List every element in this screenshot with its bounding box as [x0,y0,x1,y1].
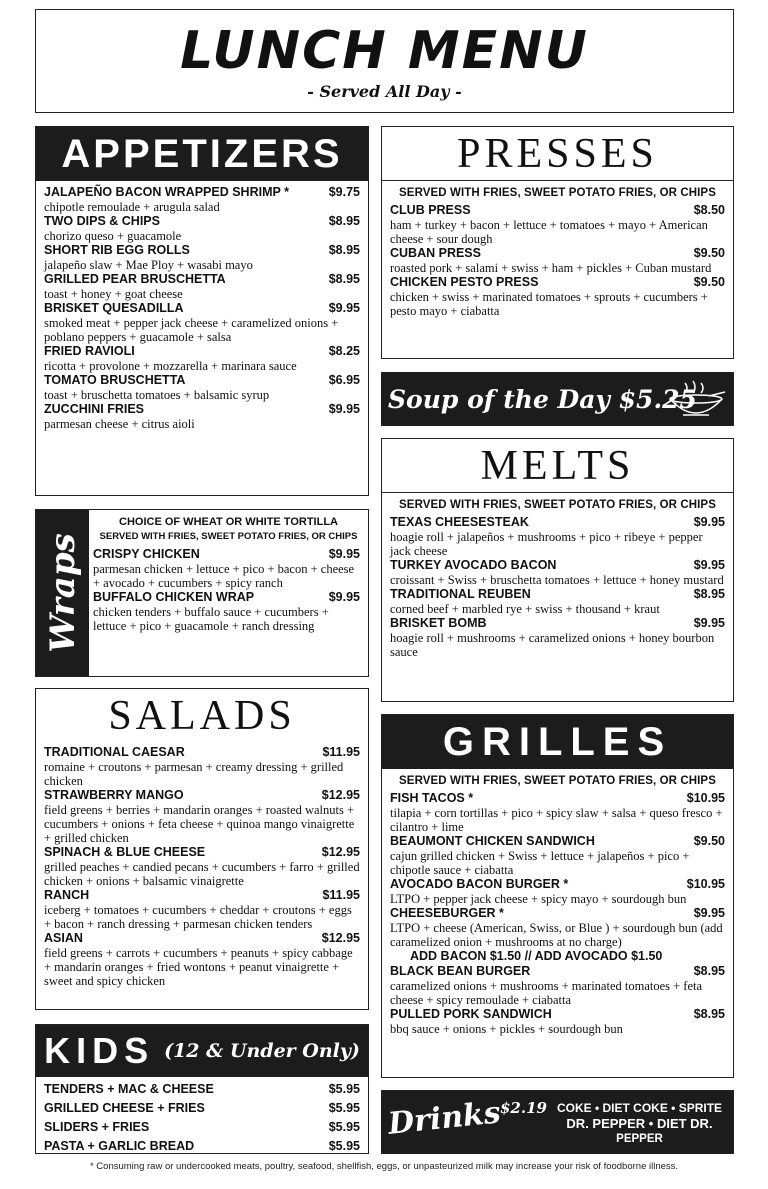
menu-item [44,373,360,402]
menu-item-name: TOMATO BRUSCHETTA [44,373,186,387]
menu-item-description: caramelized onions + mushrooms + marinated tomatoes + feta cheese + spicy remoulade + ciabatta [390,979,703,1007]
menu-item [390,558,725,587]
menu-item [390,964,725,1007]
menu-item-price: $8.25 [328,344,360,358]
menu-item-price: $9.95 [328,547,360,561]
menu-item-price: $9.50 [693,246,725,260]
menu-item-price: $8.95 [693,587,725,601]
menu-item-description: chicken tenders + buffalo sauce + cucumbers + lettuce + pico + guacamole + ranch dressing [93,605,329,633]
menu-item-description: field greens + carrots + cucumbers + peanuts + spicy cabbage + mandarin oranges + fried wontons + peanut vinaigrette + sweet and spicy chicken [44,946,353,988]
grilles-list [382,791,733,1036]
menu-item-name: CHEESEBURGER * [390,906,504,920]
menu-item-name: BLACK BEAN BURGER [390,964,531,978]
menu-item-price: $9.95 [693,616,725,630]
drinks-price: $2.19 [500,1099,547,1117]
menu-item-name: SHORT RIB EGG ROLLS [44,243,190,257]
presses-section [381,126,734,359]
grilles-served-note: SERVED WITH FRIES, SWEET POTATO FRIES, OR CHIPS [399,775,716,787]
menu-item-price: $12.95 [321,788,360,802]
menu-item-name: SPINACH & BLUE CHEESE [44,845,206,859]
menu-item [44,402,360,431]
menu-item-description: romaine + croutons + parmesan + creamy dressing + grilled chicken [44,760,344,788]
menu-item-description: croissant + Swiss + bruschetta tomatoes + lettuce + honey mustard [390,573,724,587]
presses-title: PRESSES [457,130,658,177]
menu-item-description: jalapeño slaw + Mae Ploy + wasabi mayo [44,258,253,272]
menu-item-price: $8.95 [693,1007,725,1021]
menu-item-price: $9.95 [328,301,360,315]
menu-subtitle: - Served All Day - [307,81,462,101]
menu-item-name: JALAPEÑO BACON WRAPPED SHRIMP * [44,185,289,199]
menu-item-description: chorizo queso + guacamole [44,229,182,243]
menu-item-price: $10.95 [686,791,725,805]
menu-item-name: ZUCCHINI FRIES [44,402,144,416]
menu-item [44,1099,360,1118]
menu-title: LUNCH MENU [180,20,589,81]
menu-item [390,834,725,877]
menu-item-description: parmesan chicken + lettuce + pico + bacon + cheese + avocado + cucumbers + spicy ranch [93,562,355,590]
menu-item-description: iceberg + tomatoes + cucumbers + cheddar + croutons + eggs + bacon + ranch dressing + parmesan chicken tenders [44,903,352,931]
grilles-section [381,714,734,1078]
menu-item-name: CRISPY CHICKEN [93,547,200,561]
menu-item-name: TRADITIONAL REUBEN [390,587,531,601]
menu-item-description: hoagie roll + jalapeños + mushrooms + pico + ribeye + pepper jack cheese [390,530,703,558]
menu-item [44,185,360,214]
grilles-title: GRILLES [442,719,673,764]
menu-item-price: $8.95 [328,272,360,286]
menu-item-price: $8.95 [693,964,725,978]
melts-list [382,515,733,659]
menu-item-name: BRISKET BOMB [390,616,487,630]
kids-subtitle: (12 & Under Only) [164,1040,360,1062]
menu-item [44,301,360,344]
menu-item-price: $8.95 [328,243,360,257]
kids-banner [36,1025,368,1077]
drinks-title: Drinks [386,1095,503,1142]
menu-item [390,791,725,834]
menu-item-price: $8.50 [693,203,725,217]
melts-title: MELTS [480,442,635,489]
menu-item-addon: ADD BACON $1.50 // ADD AVOCADO $1.50 [410,949,663,963]
menu-item-price: $11.95 [322,888,360,902]
menu-item-price: $12.95 [321,845,360,859]
menu-item-price: $8.95 [328,214,360,228]
menu-item-name: AVOCADO BACON BURGER * [390,877,569,891]
menu-item-name: BRISKET QUESADILLA [44,301,184,315]
menu-item-price: $5.95 [328,1101,360,1115]
menu-item-description: ricotta + provolone + mozzarella + marinara sauce [44,359,297,373]
drinks-line-3: PEPPER [616,1133,663,1145]
wraps-note-tortilla: CHOICE OF WHEAT OR WHITE TORTILLA [119,516,338,528]
soup-label: Soup of the Day $5.25 [388,384,697,414]
menu-item [44,1137,360,1154]
menu-item [390,246,725,275]
menu-item-price: $9.95 [693,558,725,572]
soup-banner [381,372,734,426]
kids-list [36,1077,368,1154]
menu-item-name: CUBAN PRESS [390,246,481,260]
menu-item-name: GRILLED CHEESE + FRIES [44,1101,205,1115]
menu-item [44,888,360,931]
menu-item [44,745,360,788]
soup-bowl-icon [665,379,727,421]
salads-section [35,688,369,1010]
menu-item-price: $9.95 [693,515,725,529]
menu-item [390,906,725,949]
menu-item-description: ham + turkey + bacon + lettuce + tomatoes + mayo + American cheese + sour dough [390,218,708,246]
menu-item-description: hoagie roll + mushrooms + caramelized onions + honey bourbon sauce [390,631,715,659]
menu-item-name: ASIAN [44,931,83,945]
menu-item [44,243,360,272]
menu-item-name: STRAWBERRY MANGO [44,788,184,802]
menu-item [44,344,360,373]
menu-item [44,214,360,243]
menu-item-name: CLUB PRESS [390,203,471,217]
menu-item-description: toast + bruschetta tomatoes + balsamic syrup [44,388,270,402]
wraps-side-banner [36,510,89,676]
wraps-list [89,547,368,633]
salads-banner [36,689,368,743]
menu-item-name: RANCH [44,888,90,902]
presses-list [382,203,733,318]
menu-item [390,877,725,906]
menu-item-price: $12.95 [321,931,360,945]
menu-header [35,9,734,113]
melts-section [381,438,734,702]
menu-item [44,845,360,888]
appetizers-section [35,126,369,496]
menu-item-price: $5.95 [328,1082,360,1096]
salads-list [36,743,368,988]
menu-item [390,275,725,318]
menu-item-name: SLIDERS + FRIES [44,1120,150,1134]
menu-item-description: grilled peaches + candied pecans + cucumbers + farro + grilled chicken + onions + balsamic vinaigrette [44,860,360,888]
menu-item-name: TENDERS + MAC & CHEESE [44,1082,214,1096]
menu-item [44,1080,360,1099]
kids-title: KIDS [44,1030,155,1071]
menu-item-description: LTPO + cheese (American, Swiss, or Blue ) + sourdough bun (add caramelized onion + mushrooms at no charge) [390,921,723,949]
menu-item-price: $9.95 [328,402,360,416]
allergy-disclaimer: * Consuming raw or undercooked meats, poultry, seafood, shellfish, eggs, or unpasteurized milk may increase your risk of foodborne illness. [89,1161,679,1172]
menu-item-name: TRADITIONAL CAESAR [44,745,185,759]
menu-item-description: chipotle remoulade + arugula salad [44,200,220,214]
menu-item-description: corned beef + marbled rye + swiss + thousand + kraut [390,602,660,616]
menu-item-description: toast + honey + goat cheese [44,287,183,301]
drinks-banner [381,1090,734,1154]
drinks-line-1: COKE • DIET COKE • SPRITE [556,1101,723,1115]
menu-item-price: $9.50 [693,834,725,848]
menu-item-description: LTPO + pepper jack cheese + spicy mayo + sourdough bun [390,892,687,906]
menu-item-price: $6.95 [328,373,360,387]
menu-item [390,949,725,964]
menu-item-name: GRILLED PEAR BRUSCHETTA [44,272,226,286]
menu-item [390,616,725,659]
appetizers-title: APPETIZERS [61,131,343,176]
wraps-section [35,509,369,677]
menu-item [390,587,725,616]
menu-item-name: TURKEY AVOCADO BACON [390,558,557,572]
menu-item-name: FISH TACOS * [390,791,474,805]
presses-served-note: SERVED WITH FRIES, SWEET POTATO FRIES, OR CHIPS [399,187,716,199]
appetizers-list [36,181,368,431]
menu-item-price: $5.95 [328,1139,360,1153]
menu-item-price: $9.75 [328,185,360,199]
menu-item-price: $5.95 [328,1120,360,1134]
menu-item-name: CHICKEN PESTO PRESS [390,275,539,289]
melts-banner [382,439,733,493]
grilles-banner [382,715,733,769]
menu-item-price: $9.95 [693,906,725,920]
menu-item-description: parmesan cheese + citrus aioli [44,417,195,431]
menu-item-price: $9.95 [328,590,360,604]
menu-item-price: $10.95 [686,877,725,891]
kids-section [35,1024,369,1154]
menu-item-name: TWO DIPS & CHIPS [44,214,160,228]
menu-item [44,788,360,845]
menu-item-price: $9.50 [693,275,725,289]
menu-item-description: cajun grilled chicken + Swiss + lettuce + jalapeños + pico + chipotle sauce + ciabatta [390,849,690,877]
menu-item [44,1118,360,1137]
menu-item [93,547,360,590]
menu-item-description: tilapia + corn tortillas + pico + spicy slaw + salsa + queso fresco + cilantro + lime [390,806,723,834]
menu-item-name: BUFFALO CHICKEN WRAP [93,590,255,604]
wraps-title: Wraps [42,533,83,653]
menu-item-name: FRIED RAVIOLI [44,344,135,358]
menu-item-description: field greens + berries + mandarin oranges + roasted walnuts + cucumbers + onions + feta cheese + quinoa mango vinaigrette + grilled chicken [44,803,355,845]
menu-item [44,272,360,301]
menu-item-description: chicken + swiss + marinated tomatoes + sprouts + cucumbers + pesto mayo + ciabatta [390,290,708,318]
menu-item-name: TEXAS CHEESESTEAK [390,515,529,529]
menu-item [390,515,725,558]
wraps-note-served: SERVED WITH FRIES, SWEET POTATO FRIES, OR CHIPS [99,531,358,542]
melts-served-note: SERVED WITH FRIES, SWEET POTATO FRIES, OR CHIPS [399,499,716,511]
appetizers-banner [36,127,368,181]
menu-item-description: roasted pork + salami + swiss + ham + pickles + Cuban mustard [390,261,712,275]
menu-item [390,203,725,246]
drinks-line-2: DR. PEPPER • DIET DR. [566,1116,713,1131]
menu-item [44,931,360,988]
menu-item-name: PULLED PORK SANDWICH [390,1007,552,1021]
menu-item [93,590,360,633]
menu-item-description: bbq sauce + onions + pickles + sourdough bun [390,1022,623,1036]
salads-title: SALADS [108,693,296,739]
menu-item [390,1007,725,1036]
menu-item-name: PASTA + GARLIC BREAD [44,1139,195,1153]
menu-item-description: smoked meat + pepper jack cheese + caramelized onions + poblano peppers + guacamole + salsa [44,316,339,344]
menu-item-price: $11.95 [322,745,360,759]
presses-banner [382,127,733,181]
menu-item-name: BEAUMONT CHICKEN SANDWICH [390,834,595,848]
